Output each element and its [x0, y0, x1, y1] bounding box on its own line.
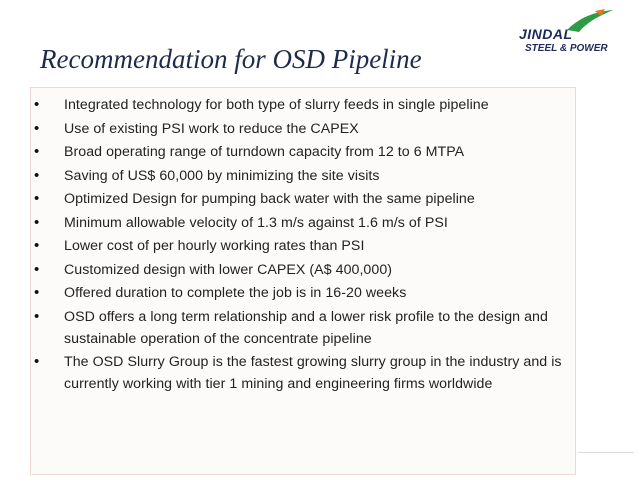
list-item: • OSD offers a long term relationship and a lower risk profile to the design and sustainable operation of the concentrate pipeline [34, 307, 548, 347]
list-item: • Offered duration to complete the job is in 16-20 weeks [32, 282, 572, 304]
logo-tagline: STEEL & POWER [525, 43, 608, 54]
bullet-icon: • [34, 96, 40, 113]
bullet-icon: • [34, 190, 40, 207]
list-item: • Broad operating range of turndown capacity from 12 to 6 MTPA [32, 141, 572, 163]
list-item: • Minimum allowable velocity of 1.3 m/s against 1.6 m/s of PSI [32, 212, 572, 234]
bullet-icon: • [34, 237, 40, 254]
bullet-icon: • [34, 166, 40, 184]
bullet-icon: • [34, 119, 40, 137]
list-item: • Integrated technology for both type of slurry feeds in single pipeline [32, 94, 572, 116]
list-item: • Optimized Design for pumping back water with the same pipeline [32, 188, 572, 210]
company-logo [505, 8, 615, 60]
list-item: • The OSD Slurry Group is the fastest growing slurry group in the industry and is currently working with tier 1 mining and engineering firms worldwide [34, 353, 562, 392]
bullet-icon: • [34, 213, 40, 231]
logo-name: JINDAL [519, 26, 573, 42]
bullet-icon: • [34, 353, 40, 370]
list-item: • Saving of US$ 60,000 by minimizing the site visits [32, 165, 572, 187]
list-item: • Customized design with lower CAPEX (A$ 400,000) [32, 259, 572, 281]
list-item: • Use of existing PSI work to reduce the CAPEX [32, 118, 572, 140]
list-item: • Lower cost of per hourly working rates than PSI [32, 235, 572, 257]
bullet-icon: • [34, 260, 40, 278]
divider [578, 452, 634, 453]
bullet-list [32, 94, 572, 397]
bullet-icon: • [34, 307, 40, 325]
bullet-icon: • [34, 143, 40, 160]
slide-title: Recommendation for OSD Pipeline [40, 44, 422, 74]
bullet-icon: • [34, 284, 40, 301]
